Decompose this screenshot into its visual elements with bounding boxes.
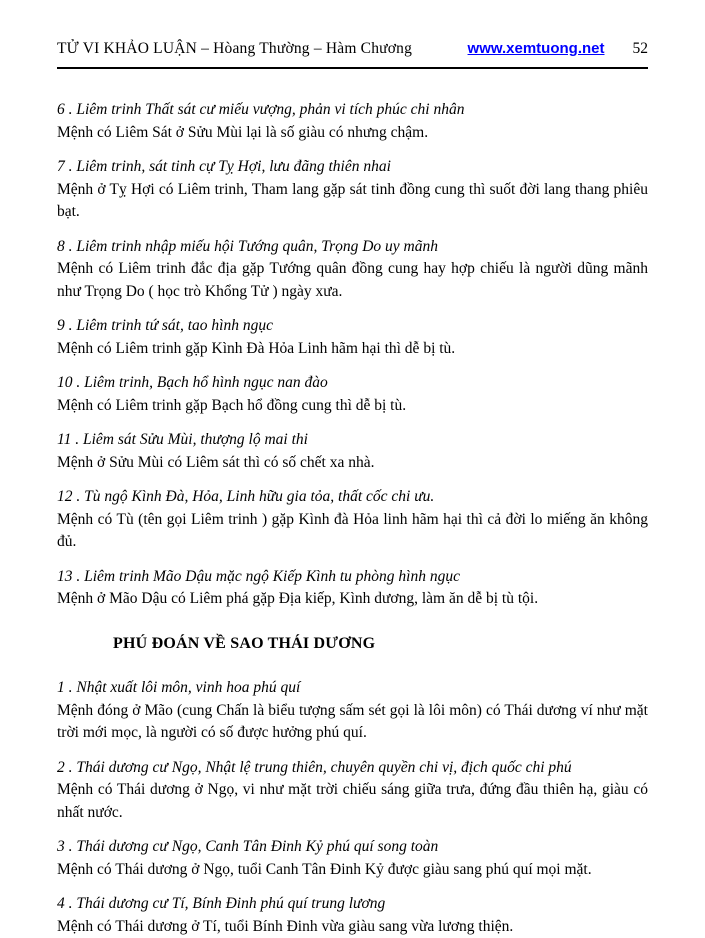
header-right — [468, 40, 648, 58]
numbered-item — [57, 757, 648, 825]
item-body: Mệnh có Liêm trinh gặp Bạch hổ đồng cung thì dễ bị tù. — [57, 395, 648, 418]
item-title: 13 . Liêm trinh Mão Dậu mặc ngộ Kiếp Kình tu phòng hình ngục — [57, 566, 648, 589]
header-title: TỬ VI KHẢO LUẬN – Hòang Thường – Hàm Chương — [57, 40, 412, 58]
header-rule — [57, 67, 648, 69]
item-body: Mệnh có Tù (tên gọi Liêm trinh ) gặp Kình đà Hỏa linh hãm hại thì cả đời lo miếng ăn không đủ. — [57, 509, 648, 554]
item-body: Mệnh có Liêm trinh gặp Kình Đà Hỏa Linh hãm hại thì dễ bị tù. — [57, 338, 648, 361]
numbered-item — [57, 836, 648, 881]
numbered-item — [57, 486, 648, 554]
item-body: Mệnh có Liêm trinh đắc địa gặp Tướng quân đồng cung hay hợp chiếu là người dũng mãnh như Trọng Do ( học trò Khổng Tử ) ngày xưa. — [57, 258, 648, 303]
item-title: 8 . Liêm trinh nhập miếu hội Tướng quân, Trọng Do uy mãnh — [57, 236, 648, 259]
item-body: Mệnh có Liêm Sát ở Sửu Mùi lại là số giàu có nhưng chậm. — [57, 122, 648, 145]
item-body: Mệnh có Thái dương ở Ngọ, vi như mặt trời chiếu sáng giữa trưa, đứng đầu thiên hạ, giàu có nhất nước. — [57, 779, 648, 824]
item-title: 2 . Thái dương cư Ngọ, Nhật lệ trung thiên, chuyên quyền chi vị, địch quốc chi phú — [57, 757, 648, 780]
item-body: Mệnh ở Tỵ Hợi có Liêm trinh, Tham lang gặp sát tinh đồng cung thì suốt đời lang thang phiêu bạt. — [57, 179, 648, 224]
item-title: 6 . Liêm trinh Thất sát cư miếu vượng, phản vi tích phúc chi nhân — [57, 99, 648, 122]
item-title: 7 . Liêm trinh, sát tinh cự Tỵ Hợi, lưu đãng thiên nhai — [57, 156, 648, 179]
numbered-item — [57, 236, 648, 304]
item-title: 10 . Liêm trinh, Bạch hổ hình ngục nan đào — [57, 372, 648, 395]
numbered-item — [57, 99, 648, 144]
item-title: 11 . Liêm sát Sửu Mùi, thượng lộ mai thi — [57, 429, 648, 452]
item-body: Mệnh có Thái dương ở Tí, tuổi Bính Đinh vừa giàu sang vừa lương thiện. — [57, 916, 648, 938]
numbered-item — [57, 893, 648, 938]
item-title: 1 . Nhật xuất lôi môn, vinh hoa phú quí — [57, 677, 648, 700]
item-title: 4 . Thái dương cư Tí, Bính Đinh phú quí trung lương — [57, 893, 648, 916]
item-body: Mệnh có Thái dương ở Ngọ, tuổi Canh Tân Đinh Kỷ được giàu sang phú quí mọi mặt. — [57, 859, 648, 882]
numbered-item — [57, 566, 648, 611]
header-link[interactable]: www.xemtuong.net — [468, 40, 605, 57]
item-title: 3 . Thái dương cư Ngọ, Canh Tân Đinh Kỷ phú quí song toàn — [57, 836, 648, 859]
numbered-item — [57, 156, 648, 224]
item-body: Mệnh đóng ở Mão (cung Chấn là biểu tượng sấm sét gọi là lôi môn) có Thái dương ví như mặt trời mới mọc, là người có số được hưởng phú quí. — [57, 700, 648, 745]
section-heading: PHÚ ĐOÁN VỀ SAO THÁI DƯƠNG — [113, 633, 648, 656]
item-title: 9 . Liêm trinh tứ sát, tao hình ngục — [57, 315, 648, 338]
page-header — [57, 40, 648, 58]
document-body — [57, 99, 648, 938]
page-number: 52 — [633, 40, 649, 58]
numbered-item — [57, 429, 648, 474]
item-title: 12 . Tù ngộ Kình Đà, Hỏa, Linh hữu gia tỏa, thất cốc chi ưu. — [57, 486, 648, 509]
numbered-item — [57, 677, 648, 745]
item-body: Mệnh ở Sửu Mùi có Liêm sát thì có số chết xa nhà. — [57, 452, 648, 475]
numbered-item — [57, 372, 648, 417]
numbered-item — [57, 315, 648, 360]
item-body: Mệnh ở Mão Dậu có Liêm phá gặp Địa kiếp, Kình dương, làm ăn dễ bị tù tội. — [57, 588, 648, 611]
